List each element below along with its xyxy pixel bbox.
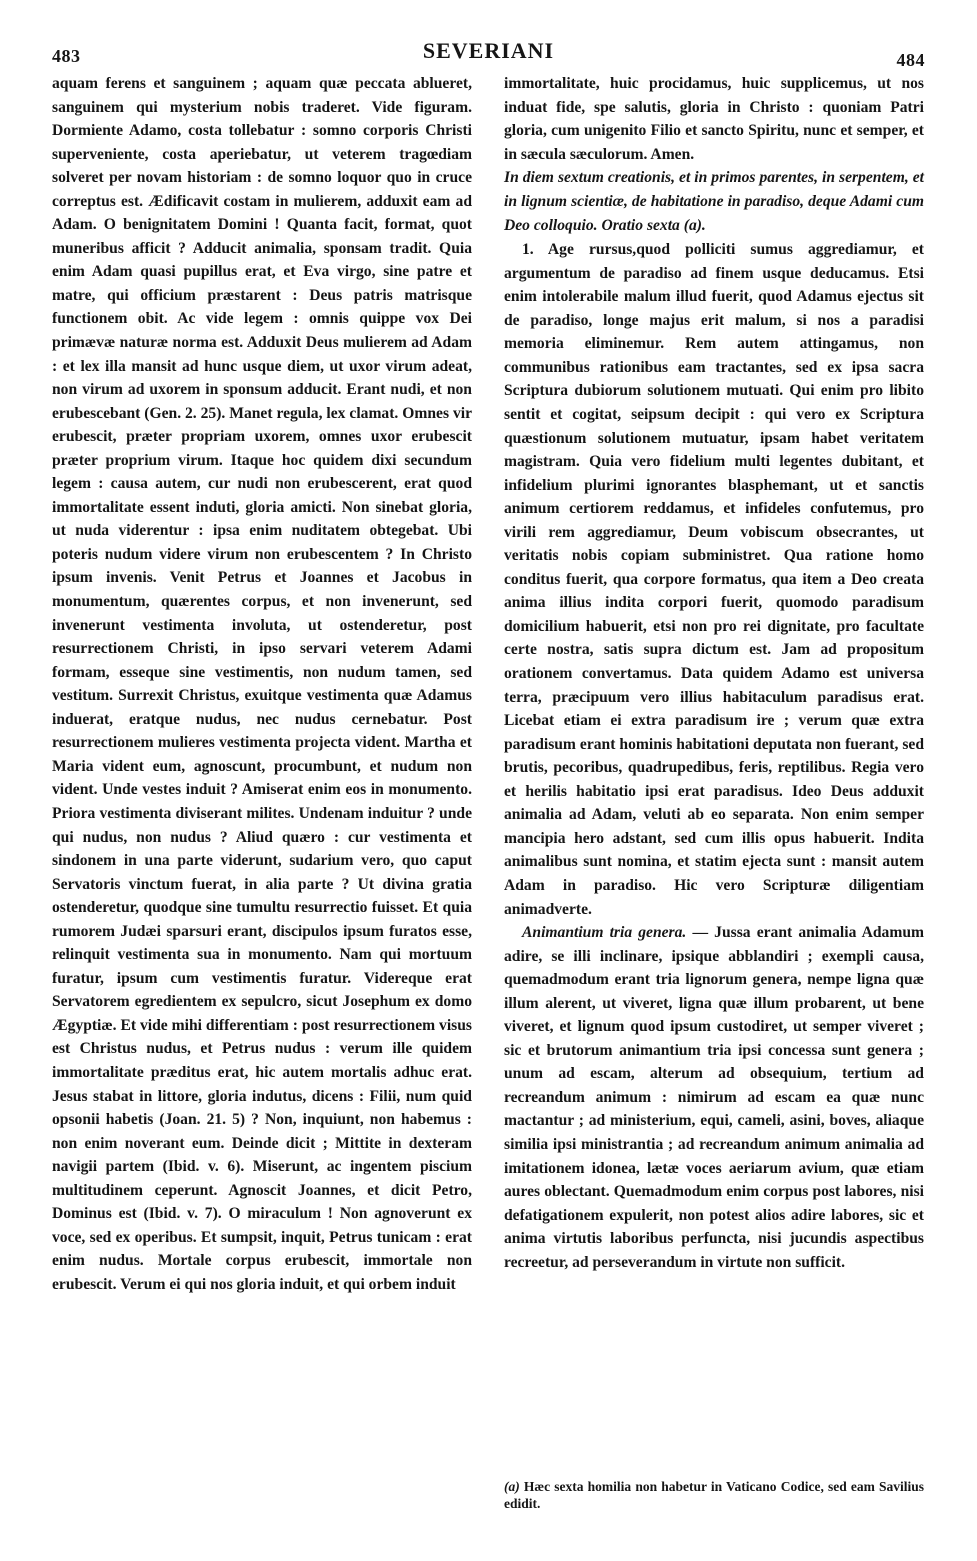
closing-doxology: immortalitate, huic procidamus, huic supplicemus, ut nos induat fide, spe salutis, gloria in Christo : quoniam Patri gloria, cum unigenito Filio et sancto Spiritu, nunc et semper, et in sæcula sæculorum. Amen. [504,75,924,163]
left-column-text: aquam ferens et sanguinem ; aquam quæ peccata ablueret, sanguinem qui mysterium nobis traderet. Vide figuram. Dormiente Adamo, costa tollebatur : somno corporis Christi superveniente, costa aperiebatur, ut veterem tragœdiam solveret per novam historiam : de somno loquor quo in cruce correptus est. Ædificavit costam in mulierem, adduxit eam ad Adam. O benignitatem Domini ! Quanta facit, format, quot muneribus afficit ? Adducit animalia, sponsam tradit. Quia enim Adam quasi pupillus erat, et Eva virgo, sine patre et matre, qui officium præstarent : Deus patris matrisque functionem obit. Ac vide legem : omnis quippe vox Dei primævæ naturæ norma est. Adduxit Deus mulierem ad Adam : et lex illa mansit ad hunc usque diem, ut uxor virum adeat, non virum ad uxorem in sponsum adducit. Erant nudi, et non erubescebant (Gen. 2. 25). Manet regula, lex clamat. Omnes vir erubescit, præter propriam uxorem, omnes uxor erubescit præter proprium virum. Itaque hoc quidem dixi secundum legem : causa autem, cur nudi non erubescerent, erat quod immortalitate essent induti, gloria amicti. Non sinebat gloria, ut nuda viderentur : ipsa enim nuditatem obtegebat. Ubi poteris nudum videre virum non erubescentem ? In Christo ipsum invenis. Venit Petrus et Joannes et Jacobus in monumentum, quærentes corpus, et non invenerunt, sed invenerunt vestimenta involuta, ut ostenderetur, post resurrectionem Christi, in ipso servari veterem Adami formam, esseque sine vestimentis, non nudum tamen, sed vestitum. Surrexit Christus, exuitque vestimenta quæ Adamus induerat, eratque nudus, nec nudus cernebatur. Post resurrectionem mulieres vestimenta projecta vident. Martha et Maria vident eum, agnoscunt, procumbunt, et nudum non vident. Unde vestes induit ? Amiserat enim eos in monumento. Priora vestimenta diviserant milites. Undenam induitur ? unde qui nudus, non nudus ? Aliud quæro : cur vestimenta et sindonem in una parte viderunt, sudarium vero, quo caput Servatoris vinctum fuerat, in alia parte ? Ut divina gratia ostenderetur, quodque sine tumultu resurrectio fuisset. Et quia rumorem Judæi sparsuri erant, discipulos ipsum furatos esse, relinquit vestimenta sua in monumento. Nam qui mortuum furatur, ipsum cum vestimentis furatur. Videreque erat Servatorem egredientem ex sepulcro, sicut Josephum ex domo Ægyptiæ. Et vide mihi differentiam : post resurrectionem visus est Christus nudus, et Petrus nudus : verum ille quidem immortalitate præditus erat, hic autem mortalis adhuc erat. Jesus stabat in littore, gloria indutus, dicens : Filii, num quid opsonii habetis (Joan. 21. 5) ? Non, inquiunt, non habemus : non enim noverant eum. Deinde dicit ; Mittite in dexteram navigii partem (Ibid. v. 6). Miserunt, ac ingentem piscium multitudinem ceperunt. Agnoscit Joannes, et dicit Petro, Dominus est (Ibid. v. 7). O miraculum ! Non agnoverunt ex voce, sed ex operibus. Et sumpsit, inquit, Petrus tunicam : erat enim nudus. Mortale corpus erubescit, immortale non erubescit. Verum ei qui nos gloria induit, et qui orbem induit [52,75,472,1293]
running-title: SEVERIANI [422,38,555,63]
footnote-text: Hæc sexta homilia non habetur in Vaticano Codice, sed eam Savilius edidit. [504,1479,925,1511]
footnote [504,1478,924,1512]
footnote-mark: (a) [504,1479,520,1494]
page-number-right: 484 [896,50,925,70]
homily-title: In diem sextum creationis, et in primos parentes, in serpentem, et in lignum scientiæ, de habitatione in paradiso, deque Adami cum Deo colloquio. Oratio sexta (a). [504,169,924,235]
section-2-text: — Jussa erant animalia Adamum adire, se illi inclinare, ipsique abblandiri ; exempli causa, quemadmodum erant tria lignorum genera, nempe ligna quæ illum alerent, ut viveret, ligna quæ illum probarent, ut bene viveret, et lignum quod ipsum custodiret, ut semper viveret ; sic et brutorum animantium tria ipsi concessa sunt genera ; unum ad escam, alterum ad obsequium, tertium ad recreandum animum : nimirum ad escam ea quæ nunc mactantur ; ad ministerium, equi, cameli, asini, boves, aliaque similia ipsi ministrantia ; ad recreandum animum animalia ad imitationem idonea, lætæ voces aeriarum avium, quæ etiam aures oblectant. Quemadmodum enim corpus post labores, nisi defatigationem expulerit, non potest alios adire labores, sic et anima virtutis laboribus perfuncta, nisi jucundis aspectibus recreetur, ad perseverandum in virtute non sufficit. [504,924,925,1271]
section-1-paragraph: 1. Age rursus,quod polliciti sumus aggrediamur, et argumentum de paradiso ad finem usque deducamus. Etsi enim intolerabile malum illud fuerit, quod Adamus ejectus sit de paradiso, longe majus erit malum, si nos a paradisi memoria eliminemur. Rem autem attingamus, non communibus rationibus eam tractantes, sed ex ipsa sacra Scriptura dubiorum solutionem mutuati. Qui enim pro libito sentit et cogitat, seipsum decipit : qui vero ex Scriptura quæstionum solutionem mutuatur, ipsam habet veritatem magistram. Quia vero fidelium multi legentes dubitant, et infidelium plurimi ignorantes blasphemant, ut et sanctis animum certiorem reddamus, et infideles confutemus, pro virili rem aggrediamur, Deum vobiscum obsecrantes, ut veritatis nobis copiam subministret. Qua ratione homo conditus fuerit, qua corpore formatus, qua item a Deo creata anima illius indita corpori fuerit, quomodo paradisum domicilium habuerit, etsi non pro rei dignitate, pro facultate certe nostra, satis supra dictum est. Jam ad propositum orationem convertamus. Data quidem Adamo est universa terra, præcipuum vero illius habitaculum paradisus erat. Licebat etiam ei extra paradisum ire ; verum quæ extra paradisum erant hominis habitationi deputata non fuerant, sed brutis, pecoribus, quadrupedibus, feris, reptilibus. Regia vero et herilis habitatio ipsi erat paradisus. Ideo Deus adduxit animalia ad Adam, veluti ab eo separata. Non enim semper mancipia hero adstant, sed cum illis opus habuerit. Indita animalibus sunt nomina, et statim ejecta sunt : mansit autem Adam in paradiso. Hic vero Scripturæ diligentiam animadverte. [504,241,924,918]
left-column [52,72,472,1296]
right-column [504,72,924,1274]
page-number-left: 483 [52,46,81,66]
section-2-paragraph [504,921,924,1274]
section-2-heading: Animantium tria genera. [522,924,687,942]
page-header [0,38,977,68]
